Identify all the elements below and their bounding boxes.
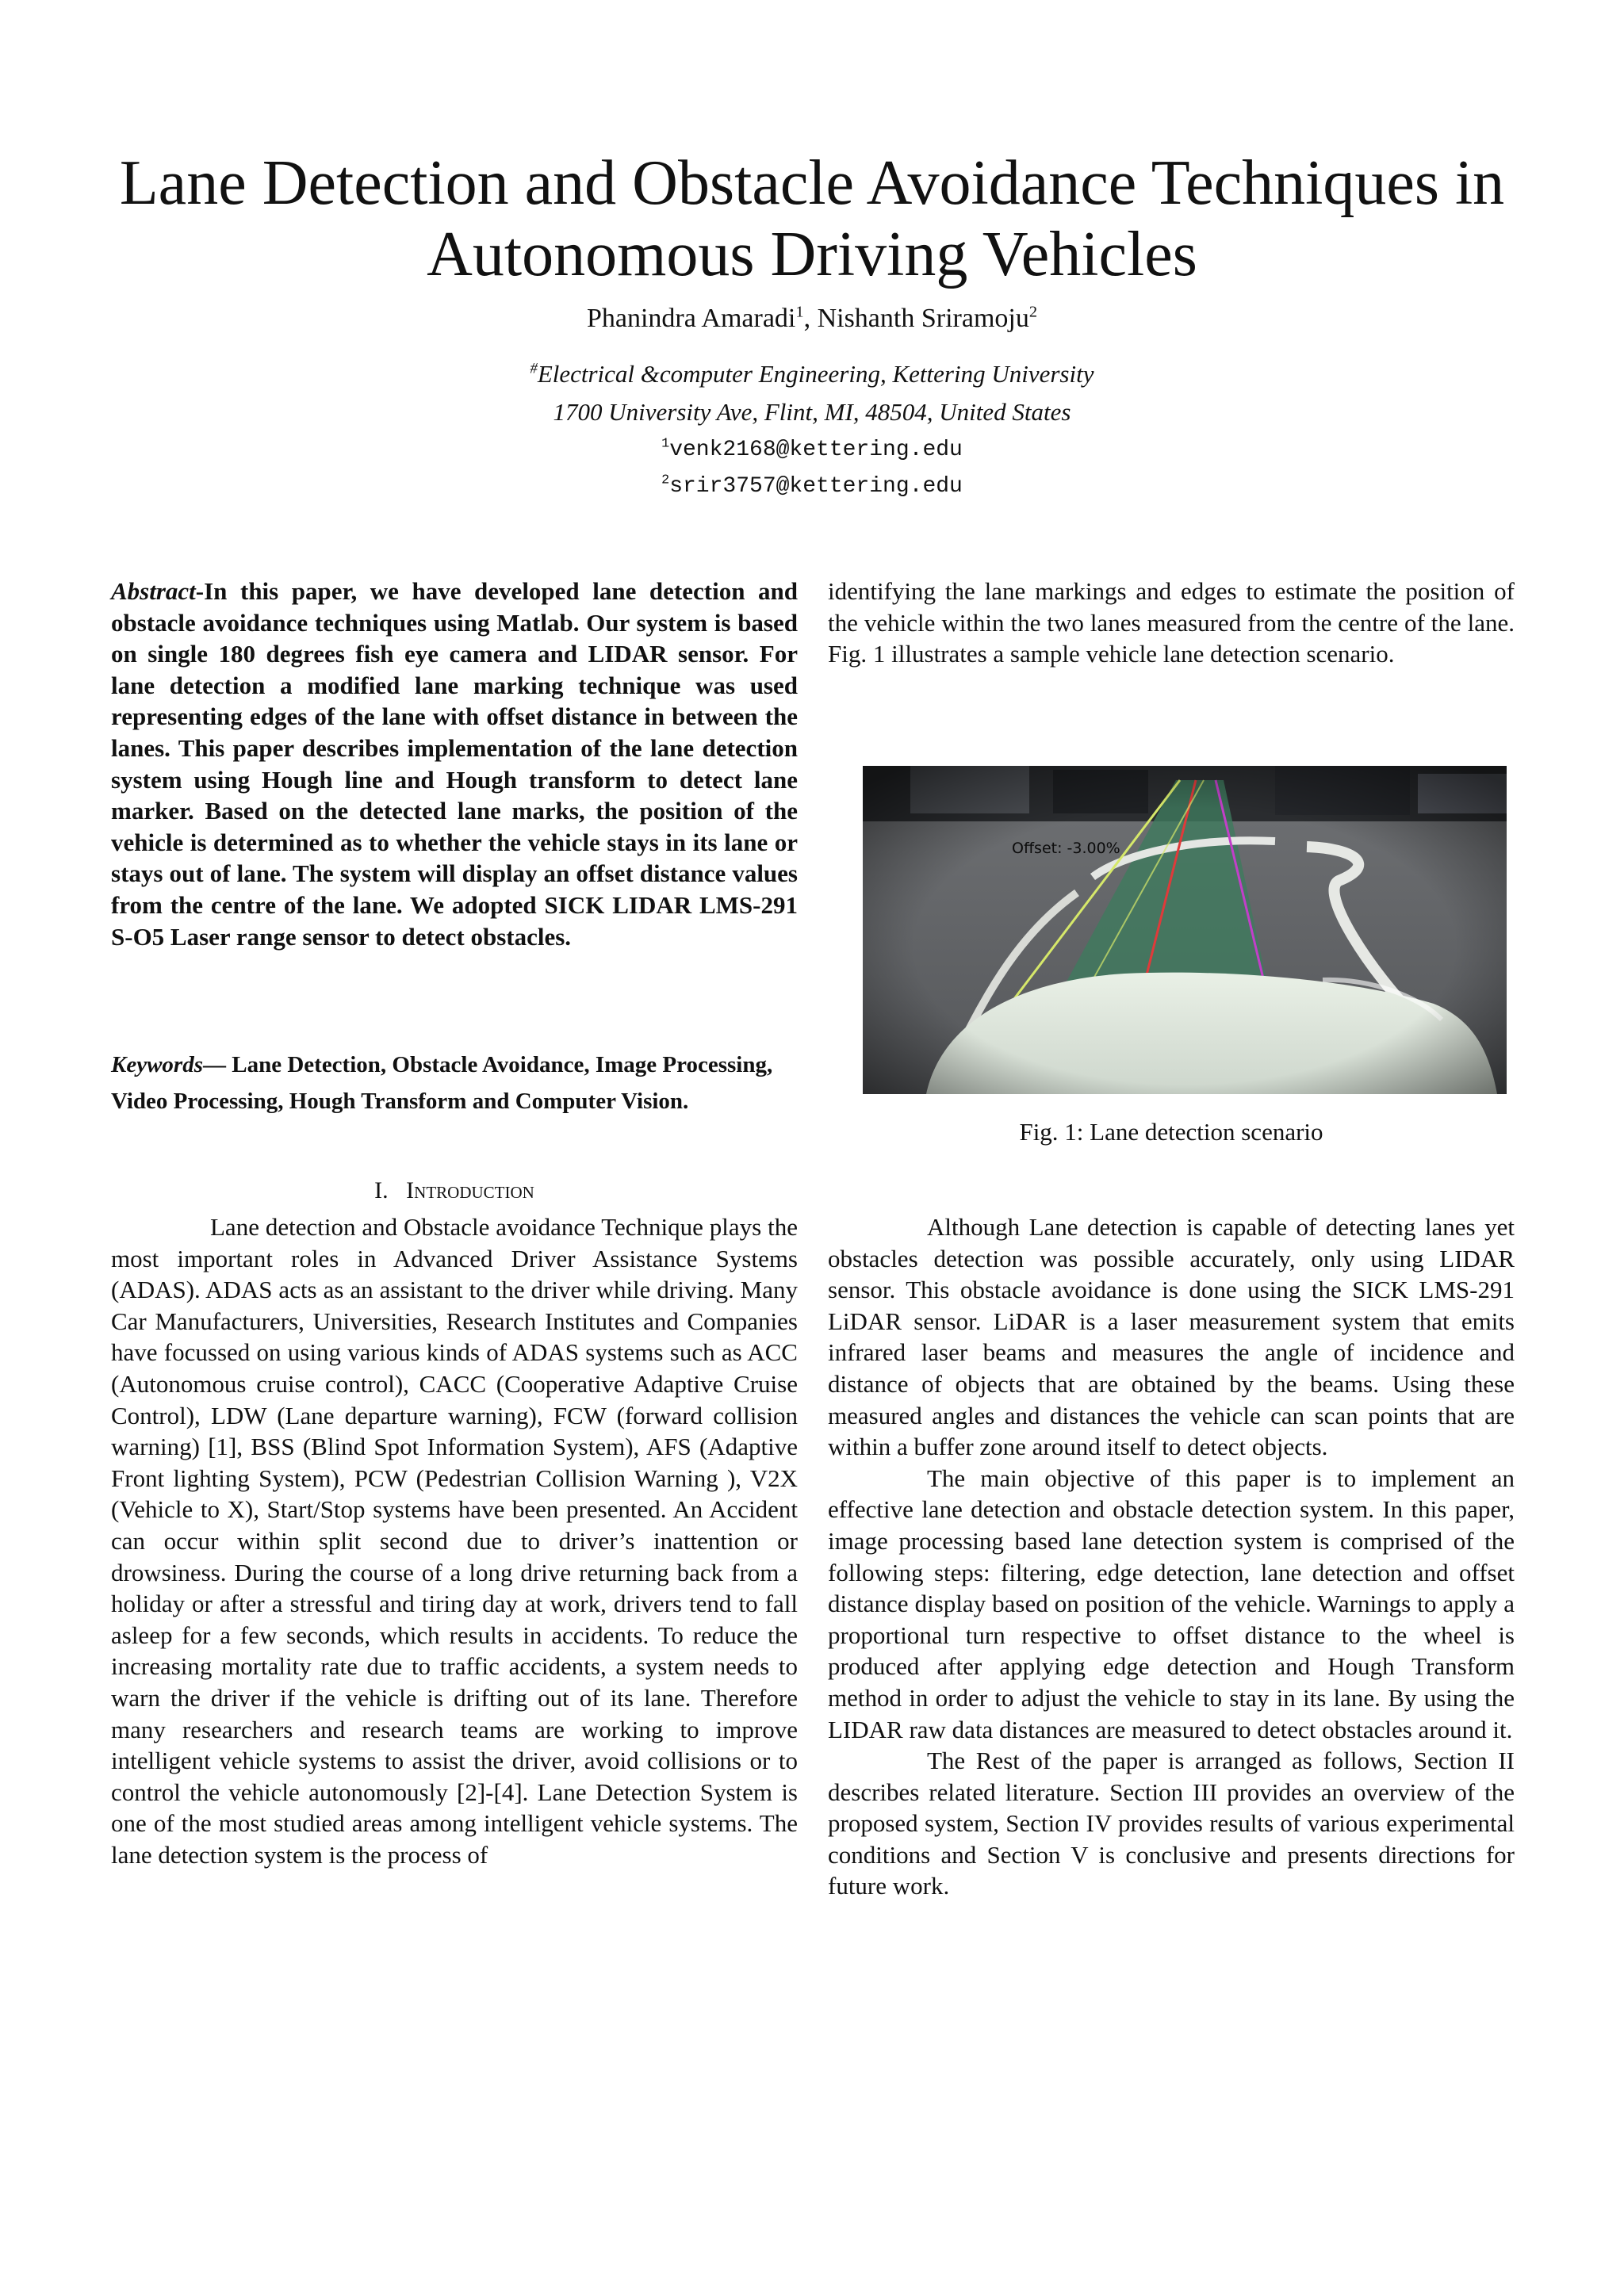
abstract	[111, 576, 798, 952]
left-column-body	[111, 1211, 798, 1870]
body-paragraph: Although Lane detection is capable of detecting lanes yet obstacles detection was possible accurately, only using LIDAR sensor. This obstacle avoidance is done using the SICK LMS-291 LiDAR sensor. LiDAR is a laser measurement system that emits infrared laser beams and measures the angle of incidence and distance of objects that are obtained by the beams. Using these measured angles and distances the vehicle can scan points that are within a buffer zone around itself to detect objects.	[828, 1213, 1515, 1461]
right-column-body	[828, 1211, 1515, 1902]
paper-title	[79, 147, 1545, 290]
keywords-dash: —	[203, 1052, 232, 1077]
section-heading-introduction	[111, 1175, 798, 1207]
title-line-2: Autonomous Driving Vehicles	[427, 220, 1197, 289]
author-separator: ,	[803, 304, 818, 333]
body-paragraph: The main objective of this paper is to implement an effective lane detection and obstacle detection system. In this paper, image processing based lane detection system is comprised of the following steps: filtering, edge detection, lane detection and offset distance display based on position of the vehicle. Warnings to apply a proportional turn respective to offset distance to the wheel is produced after applying edge detection and Hough Transform method in order to adjust the vehicle to stay in its lane. By using the LIDAR raw data distances are measured to detect obstacles around it.	[828, 1464, 1515, 1743]
affiliation-address: 1700 University Ave, Flint, MI, 48504, United States	[553, 398, 1071, 426]
keywords	[111, 1047, 798, 1119]
body-paragraph: The Rest of the paper is arranged as follows, Section II describes related literature. Section III provides an overview of the proposed system, Section IV provides results of various experimental conditions and Section V is conclusive and presents directions for future work.	[828, 1747, 1515, 1900]
email-text: venk2168@kettering.edu	[669, 438, 963, 462]
email-mark: 2	[661, 473, 670, 488]
author-list	[0, 303, 1624, 335]
email-text: srir3757@kettering.edu	[669, 474, 963, 499]
keywords-text: Lane Detection, Obstacle Avoidance, Image Processing, Video Processing, Hough Transform and Computer Vision.	[111, 1052, 773, 1114]
lane-detection-photo	[863, 766, 1507, 1094]
author-mark: 2	[1028, 303, 1038, 321]
author-name: Nishanth Sriramoju	[817, 304, 1029, 333]
affiliation-line-2	[0, 396, 1624, 428]
right-column-top	[828, 576, 1515, 670]
abstract-text: -In this paper, we have developed lane detection and obstacle avoidance techniques using Matlab. Our system is based on single 180 degrees fish eye camera and LIDAR sensor. For lane detection a modified lane marking technique was used representing edges of the lane with offset distance in between the lanes. This paper describes implementation of the lane detection system using Hough line and Hough transform to detect lane marker. Based on the detected lane marks, the position of the vehicle is determined as to whether the vehicle stays in its lane or stays out of lane. The system will display an offset distance values from the centre of the lane. We adopted SICK LIDAR LMS-291 S-O5 Laser range sensor to detect obstacles.	[111, 577, 798, 951]
figure-caption: Fig. 1: Lane detection scenario	[1019, 1118, 1323, 1146]
affiliation-text: Electrical &computer Engineering, Kettering University	[537, 360, 1094, 388]
keywords-label: Keywords	[111, 1052, 203, 1077]
author-email-2	[0, 471, 1624, 503]
abstract-label: Abstract	[111, 577, 196, 605]
section-numeral: I.	[374, 1177, 389, 1203]
author-email-1	[0, 434, 1624, 466]
affiliation-line-1	[0, 358, 1624, 390]
figure-lane-detection	[863, 766, 1507, 1094]
intro-paragraph: Lane detection and Obstacle avoidance Technique plays the most important roles in Advanced Driver Assistance Systems (ADAS). ADAS acts as an assistant to the driver while driving. Many Car Manufacturers, Universities, Research Institutes and Companies have focussed on using various kinds of ADAS systems such as ACC (Autonomous cruise control), CACC (Cooperative Adaptive Cruise Control), LDW (Lane departure warning), FCW (forward collision warning) [1], BSS (Blind Spot Information System), AFS (Adaptive Front lighting System), PCW (Pedestrian Collision Warning ), V2X (Vehicle to X), Start/Stop systems have been presented. An Accident can occur within split second due to driver’s inattention or drowsiness. During the course of a long drive returning back from a holiday or after a stressful and tiring day at work, drivers tend to fall asleep for a few seconds, which results in accidents. To reduce the increasing mortality rate due to traffic accidents, a system needs to warn the driver if the vehicle is drifting out of its lane. Therefore many researchers and research teams are working to improve intelligent vehicle systems to assist the driver, avoid collisions or to control the vehicle autonomously [2]-[4]. Lane Detection System is one of the most studied areas among intelligent vehicle systems. The lane detection system is the process of	[111, 1213, 798, 1869]
author-mark: 1	[795, 303, 804, 321]
title-line-1: Lane Detection and Obstacle Avoidance Techniques in	[119, 148, 1505, 218]
intro-continuation: identifying the lane markings and edges to estimate the position of the vehicle within the two lanes measured from the centre of the lane. Fig. 1 illustrates a sample vehicle lane detection scenario.	[828, 577, 1515, 668]
affiliation-mark: #	[530, 360, 538, 377]
email-mark: 1	[661, 436, 670, 452]
author-name: Phanindra Amaradi	[586, 304, 796, 333]
section-title: Introduction	[406, 1177, 534, 1203]
